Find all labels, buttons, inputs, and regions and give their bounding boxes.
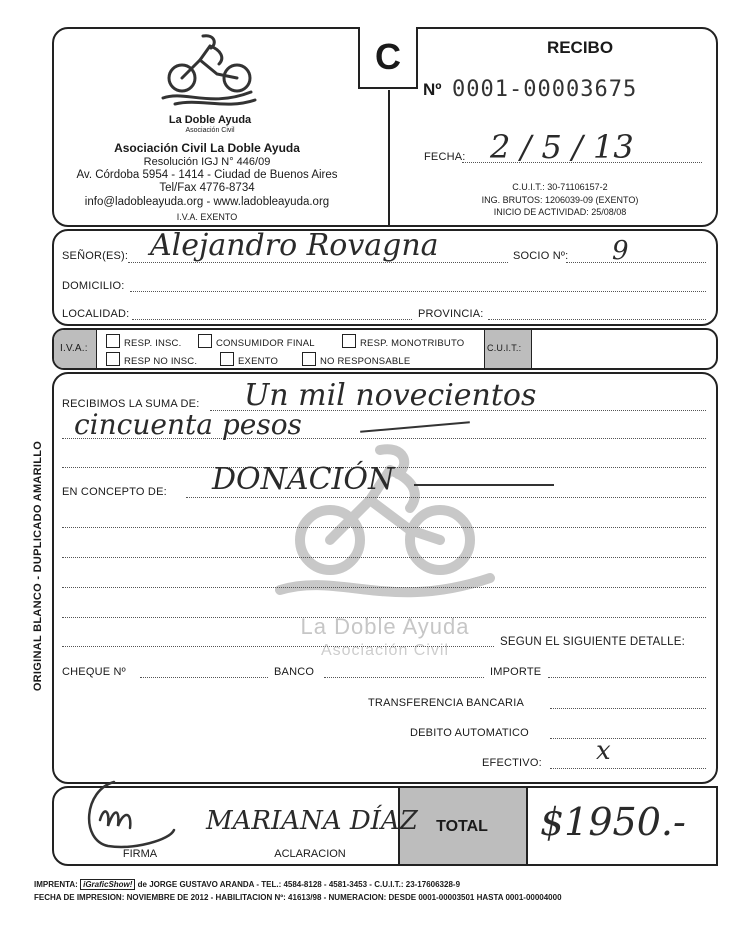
- checkbox-exento[interactable]: [220, 352, 234, 366]
- efectivo-label: EFECTIVO:: [482, 757, 542, 769]
- logo-name: La Doble Ayuda: [168, 114, 252, 126]
- provincia-line: [488, 319, 706, 320]
- imprenta-details: de JORGE GUSTAVO ARANDA - TEL.: 4584-8128 - 4581-3453 - C.U.I.T.: 23-17606328-9: [137, 880, 461, 889]
- iva-label: I.V.A.:: [60, 343, 88, 354]
- concepto-value: DONACIÓN: [212, 462, 395, 497]
- banco-line: [324, 677, 484, 678]
- fecha-value: 2 / 5 / 13: [490, 128, 634, 166]
- imprenta-brand-logo: iGraficShow!: [80, 879, 135, 890]
- domicilio-line: [130, 291, 706, 292]
- senor-value: Alejandro Rovagna: [150, 228, 439, 263]
- socio-label: SOCIO Nº:: [513, 250, 569, 262]
- detalle-label: SEGUN EL SIGUIENTE DETALLE:: [500, 636, 685, 648]
- iva-option-consumidor-final: CONSUMIDOR FINAL: [198, 334, 315, 349]
- fecha-label: FECHA:: [424, 151, 466, 163]
- cuit: C.U.I.T.: 30-71106157-2: [512, 182, 608, 192]
- header-divider: [388, 90, 390, 226]
- suma-value-2: cincuenta pesos: [74, 408, 302, 441]
- debito-label: DEBITO AUTOMATICO: [410, 727, 529, 739]
- signature-scribble-icon: [74, 770, 184, 860]
- banco-label: BANCO: [274, 666, 315, 678]
- blank-line-5: [62, 617, 706, 618]
- importe-line: [548, 677, 706, 678]
- socio-value: 9: [612, 236, 629, 266]
- checkbox-no-responsable[interactable]: [302, 352, 316, 366]
- aclaracion-label: ACLARACION: [274, 848, 346, 860]
- total-value: $1950.-: [540, 800, 686, 844]
- copy-legend: ORIGINAL BLANCO - DUPLICADO AMARILLO: [32, 440, 44, 692]
- ing-brutos: ING. BRUTOS: 1206039-09 (EXENTO): [481, 195, 639, 205]
- logo-icon: [155, 32, 265, 112]
- transferencia-line: [550, 708, 706, 709]
- importe-label: IMPORTE: [490, 666, 542, 678]
- checkbox-resp-insc[interactable]: [106, 334, 120, 348]
- concepto-label: EN CONCEPTO DE:: [62, 486, 167, 498]
- provincia-label: PROVINCIA:: [418, 308, 484, 320]
- cheque-line: [140, 677, 268, 678]
- imprenta-line-1: [34, 880, 460, 889]
- receipt-number-prefix: Nº: [423, 80, 442, 99]
- aclaracion-value: MARIANA DÍAZ: [206, 806, 418, 836]
- blank-line-3: [62, 557, 706, 558]
- watermark-name: La Doble Ayuda: [300, 614, 470, 639]
- detalle-line: [62, 646, 494, 647]
- concepto-line: [186, 497, 706, 498]
- concepto-strike: [414, 484, 554, 486]
- domicilio-label: DOMICILIO:: [62, 280, 125, 292]
- blank-line-4: [62, 587, 706, 588]
- debito-line: [550, 738, 706, 739]
- socio-line: [566, 262, 706, 263]
- efectivo-mark: x: [596, 736, 611, 766]
- imprenta-prefix: IMPRENTA:: [34, 880, 78, 889]
- efectivo-line: [550, 768, 706, 769]
- firma-label: FIRMA: [122, 848, 158, 860]
- suma-label: RECIBIMOS LA SUMA DE:: [62, 398, 200, 410]
- cheque-label: CHEQUE Nº: [62, 666, 126, 678]
- iva-option-exento: EXENTO: [220, 352, 278, 367]
- letter-type: C: [375, 36, 401, 77]
- doc-title: RECIBO: [546, 38, 614, 57]
- inicio-actividad: INICIO DE ACTIVIDAD: 25/08/08: [493, 207, 627, 217]
- transferencia-label: TRANSFERENCIA BANCARIA: [368, 697, 524, 709]
- localidad-label: LOCALIDAD:: [62, 308, 130, 320]
- checkbox-resp-no-insc[interactable]: [106, 352, 120, 366]
- org-resolution: Resolución IGJ N° 446/09: [143, 156, 271, 168]
- senor-label: SEÑOR(ES):: [62, 250, 129, 262]
- watermark-sub: Asociación Civil: [320, 642, 450, 659]
- imprenta-line-2: FECHA DE IMPRESION: NOVIEMBRE DE 2012 - HABILITACION Nº: 41613/98 - NUMERACION: DESDE 0001-00003501 HASTA 0001-00004000: [34, 893, 562, 902]
- iva-option-resp-insc: RESP. INSC.: [106, 334, 181, 349]
- blank-line-2: [62, 527, 706, 528]
- cuit-label: C.U.I.T.:: [487, 343, 522, 353]
- org-name: Asociación Civil La Doble Ayuda: [114, 141, 300, 155]
- localidad-line: [132, 319, 412, 320]
- iva-option-monotributo: RESP. MONOTRIBUTO: [342, 334, 464, 349]
- checkbox-monotributo[interactable]: [342, 334, 356, 348]
- iva-option-no-responsable: NO RESPONSABLE: [302, 352, 410, 367]
- receipt-number: 0001-00003675: [452, 77, 638, 102]
- org-iva: I.V.A. EXENTO: [176, 212, 238, 222]
- org-phone: Tel/Fax 4776-8734: [159, 182, 255, 194]
- org-web: info@ladobleayuda.org - www.ladobleayuda.org: [84, 196, 330, 208]
- logo-subtitle: Asociación Civil: [185, 127, 235, 134]
- iva-option-resp-no-insc: RESP NO INSC.: [106, 352, 197, 367]
- checkbox-consumidor-final[interactable]: [198, 334, 212, 348]
- suma-value-1: Un mil novecientos: [244, 378, 537, 413]
- total-label: TOTAL: [436, 818, 488, 835]
- org-address: Av. Córdoba 5954 - 1414 - Ciudad de Buenos Aires: [76, 169, 338, 181]
